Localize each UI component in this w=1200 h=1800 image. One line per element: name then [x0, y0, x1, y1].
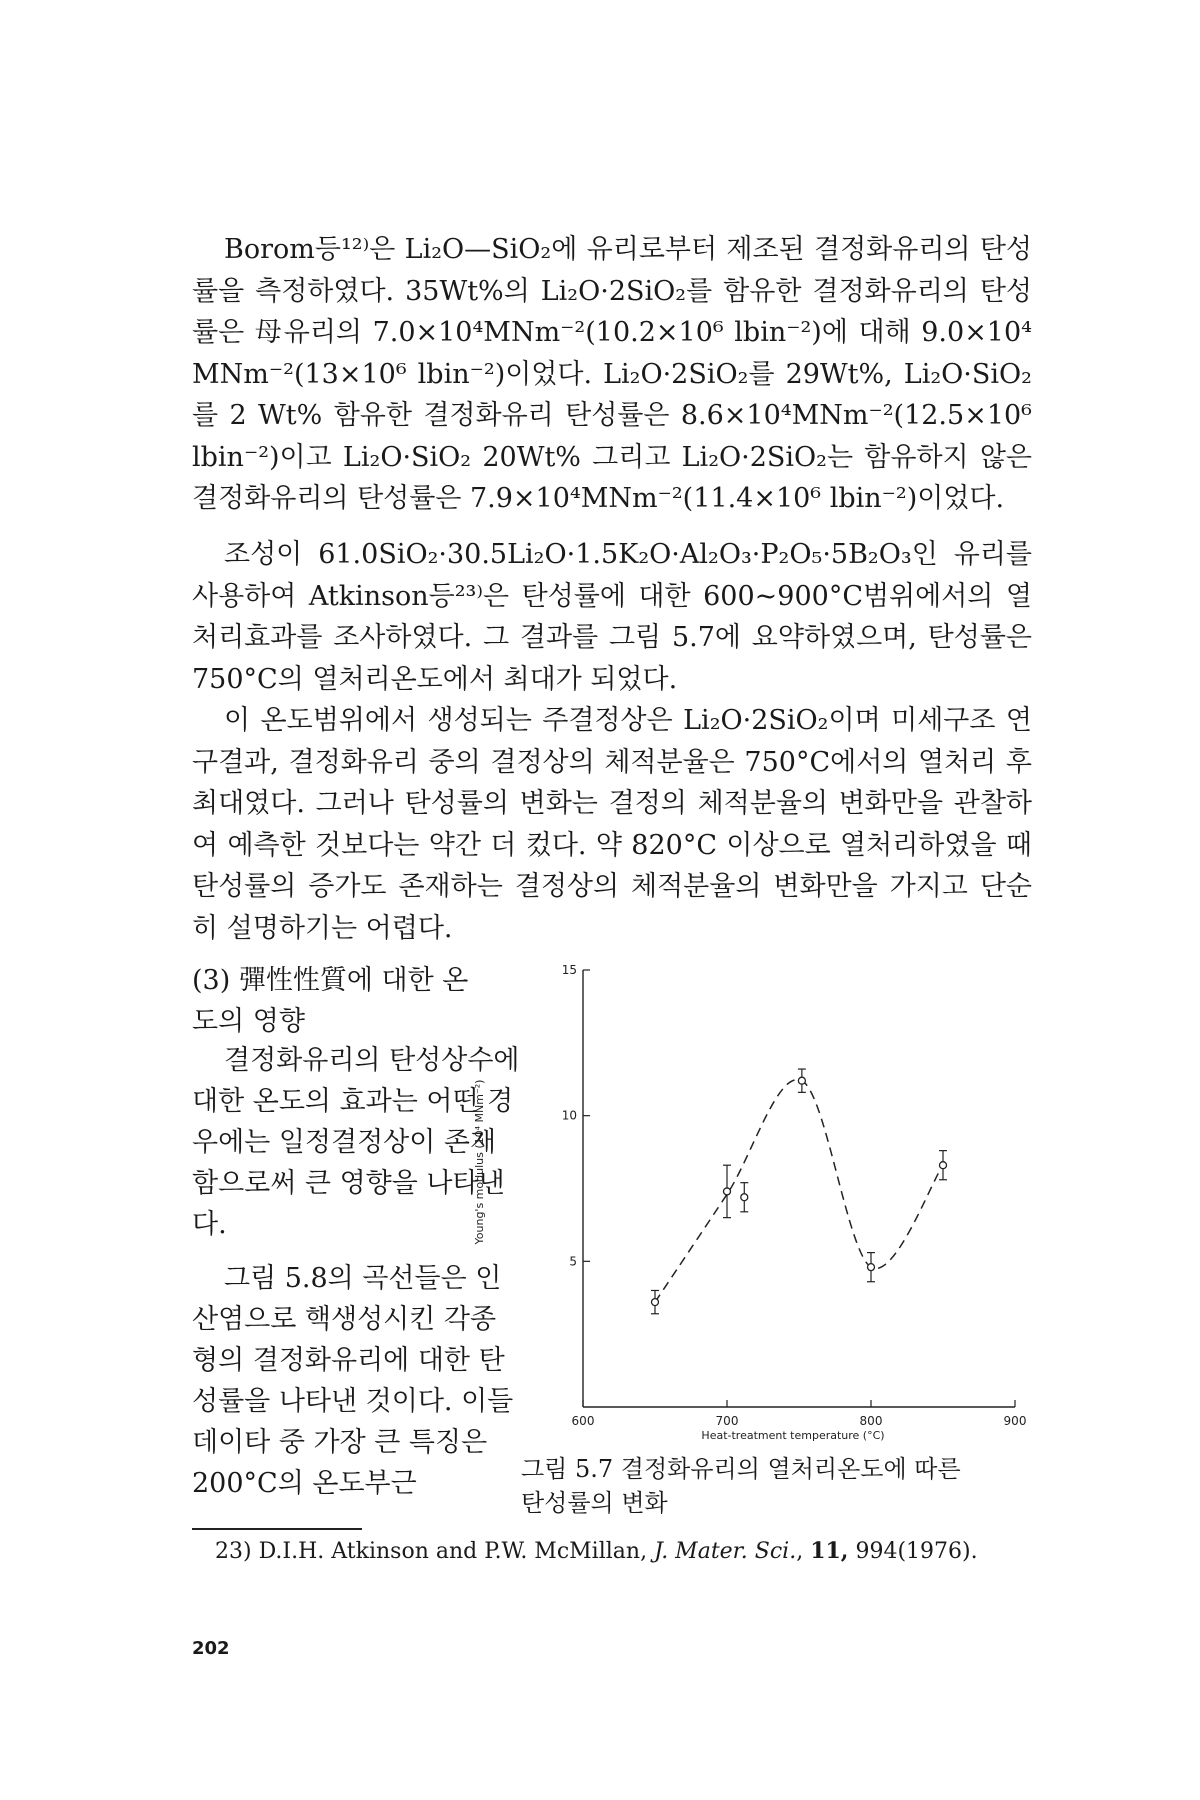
footnote-divider [192, 1528, 362, 1530]
x-tick-label: 700 [715, 1414, 739, 1428]
paragraph-borom: Borom등¹²⁾은 Li₂O—SiO₂에 유리로부터 제조된 결정화유리의 탄성률을 측정하였다. 35Wt%의 Li₂O·2SiO₂를 함유한 결정화유리의 탄성률은 母유리의 7.0×10⁴MNm⁻²(10.2×10⁶ lbin⁻²)에 대해 9.0×10⁴ MNm⁻²(13×10⁶ lbin⁻²)이었다. Li₂O·2SiO₂를 29Wt%, Li₂O·SiO₂를 2 Wt% 함유한 결정화유리 탄성률은 8.6×10⁴MNm⁻²(12.5×10⁶ lbin⁻²)이고 Li₂O·SiO₂ 20Wt% 그리고 Li₂O·2SiO₂는 함유하지 않은 결정화유리의 탄성률은 7.9×10⁴MNm⁻²(11.4×10⁶ lbin⁻²)이었다. [192, 234, 1032, 514]
paragraph-temperature-effect: 결정화유리의 탄성상수에 대한 온도의 효과는 어떤 경우에는 일정결정상이 존재함으로써 큰 영향을 나타낸다. [192, 1045, 520, 1240]
youngs-modulus-chart [473, 952, 1035, 1442]
paragraph-crystal-phase: 이 온도범위에서 생성되는 주결정상은 Li₂O·2SiO₂이며 미세구조 연구결과, 결정화유리 중의 결정상의 체적분율은 750°C에서의 열처리 후 최대였다. 그러나 탄성률의 변화는 결정의 체적분율의 변화만을 관찰하여 예측한 것보다는 약간 더 컸다. 약 820°C 이상으로 열처리하였을 때 탄성률의 증가도 존재하는 결정상의 체적분율의 변화만을 가지고 단순히 설명하기는 어렵다. [192, 705, 1033, 944]
y-tick-label: 5 [569, 1254, 577, 1269]
paragraph-figure-5-8: 그림 5.8의 곡선들은 인산염으로 핵생성시킨 각종 형의 결정화유리에 대한 탄성률을 나타낸 것이다. 이들 데이타 중 가장 큰 특징은 200°C의 온도부근 [192, 1263, 514, 1499]
data-point [741, 1194, 748, 1201]
footnote-authors: D.I.H. Atkinson and P.W. McMillan, [258, 1539, 648, 1564]
data-point [724, 1188, 731, 1195]
figure-caption: 그림 5.7 결정화유리의 열처리온도에 따른 탄성률의 변화 [521, 1455, 961, 1517]
x-tick-label: 600 [571, 1414, 595, 1428]
y-tick-label: 10 [561, 1108, 577, 1123]
footnote-journal: J. Mater. Sci. [654, 1539, 797, 1564]
page-number: 202 [192, 1638, 230, 1659]
data-point [652, 1299, 659, 1306]
section-heading: (3) 彈性性質에 대한 온 도의 영향 [192, 965, 469, 1037]
y-tick-label: 15 [561, 963, 577, 977]
chart-axes [562, 963, 1027, 1428]
chart-marks [651, 1069, 947, 1314]
x-tick-label: 900 [1003, 1414, 1027, 1428]
figure-5-7 [473, 952, 1035, 1472]
footnote-pages: 994(1976). [855, 1539, 978, 1564]
footnote: 23) D.I.H. Atkinson and P.W. McMillan, J. Mater. Sci., 11, 994(1976). [215, 1538, 978, 1564]
footnote-number: 23) [215, 1539, 252, 1564]
paragraph-atkinson: 조성이 61.0SiO₂·30.5Li₂O·1.5K₂O·Al₂O₃·P₂O₅·5B₂O₃인 유리를 사용하여 Atkinson등²³⁾은 탄성률에 대한 600~900°C범위에서의 열처리효과를 조사하였다. 그 결과를 그림 5.7에 요약하였으며, 탄성률은 750°C의 열처리온도에서 최대가 되었다. [192, 539, 1032, 695]
x-axis-label: Heat-treatment temperature (°C) [701, 1429, 885, 1442]
data-point [798, 1077, 805, 1084]
trend-curve [655, 1080, 943, 1303]
x-tick-label: 800 [859, 1414, 883, 1428]
y-axis-label: Young's modulus (10⁴ MNm⁻²) [473, 1079, 486, 1245]
data-point [868, 1264, 875, 1271]
data-point [940, 1162, 947, 1169]
footnote-volume: 11, [810, 1538, 849, 1564]
